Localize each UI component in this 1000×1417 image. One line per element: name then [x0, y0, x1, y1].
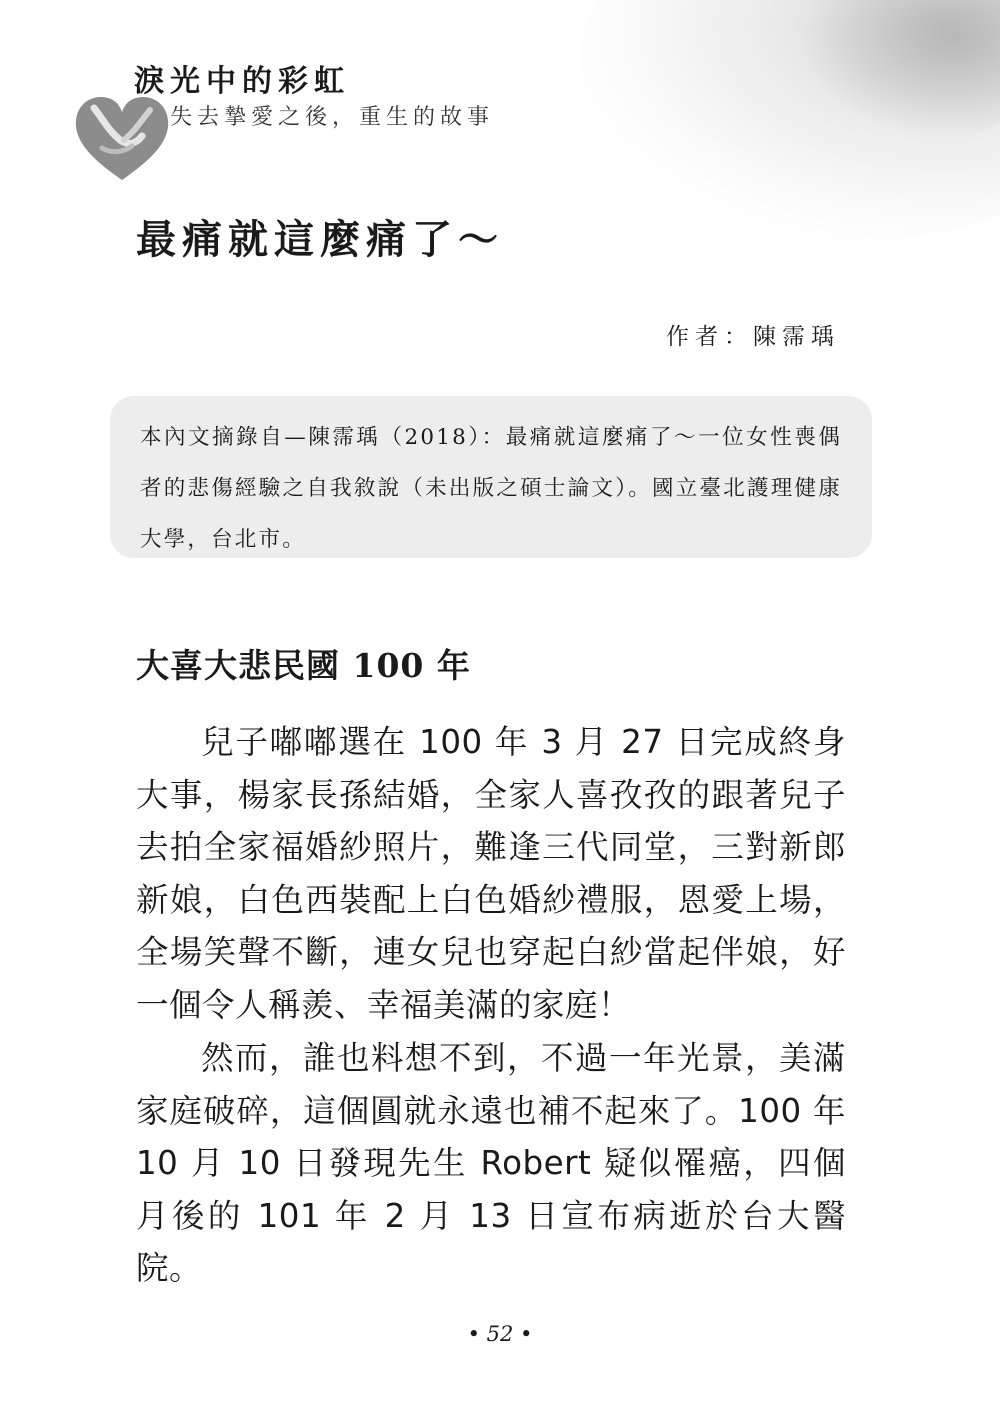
- body-paragraph-2: 然而，誰也料想不到，不過一年光景，美滿家庭破碎，這個圓就永遠也補不起來了。100 年 10 月 10 日發現先生 Robert 疑似罹癌，四個月後的 101 年 2 月 13 日宣布病逝於台大醫院。: [136, 1039, 846, 1287]
- source-citation-text: 本內文摘錄自—陳霈瑀（2018）：最痛就這麼痛了～一位女性喪偶者的悲傷經驗之自我敘說（未出版之碩士論文）。國立臺北護理健康大學，台北市。: [140, 425, 842, 552]
- author-byline: 作者：陳霈瑀: [666, 324, 840, 350]
- heart-with-embracing-hands-icon: [72, 88, 172, 188]
- section-heading: 大喜大悲民國 100 年: [136, 646, 471, 685]
- chapter-title: 最痛就這麼痛了～: [136, 216, 504, 263]
- series-subtitle: 失去摯愛之後，重生的故事: [170, 105, 495, 130]
- page-number: • 52 •: [467, 1322, 533, 1346]
- source-citation-box: [110, 396, 872, 558]
- series-title: 淚光中的彩虹: [134, 64, 350, 99]
- body-paragraph-1: 兒子嘟嘟選在 100 年 3 月 27 日完成終身大事，楊家長孫結婚，全家人喜孜孜的跟著兒子去拍全家福婚紗照片，難逢三代同堂，三對新郎新娘，白色西裝配上白色婚紗禮服，恩愛上場，全場笑聲不斷，連女兒也穿起白紗當起伴娘，好一個令人稱羨、幸福美滿的家庭！: [136, 723, 846, 1024]
